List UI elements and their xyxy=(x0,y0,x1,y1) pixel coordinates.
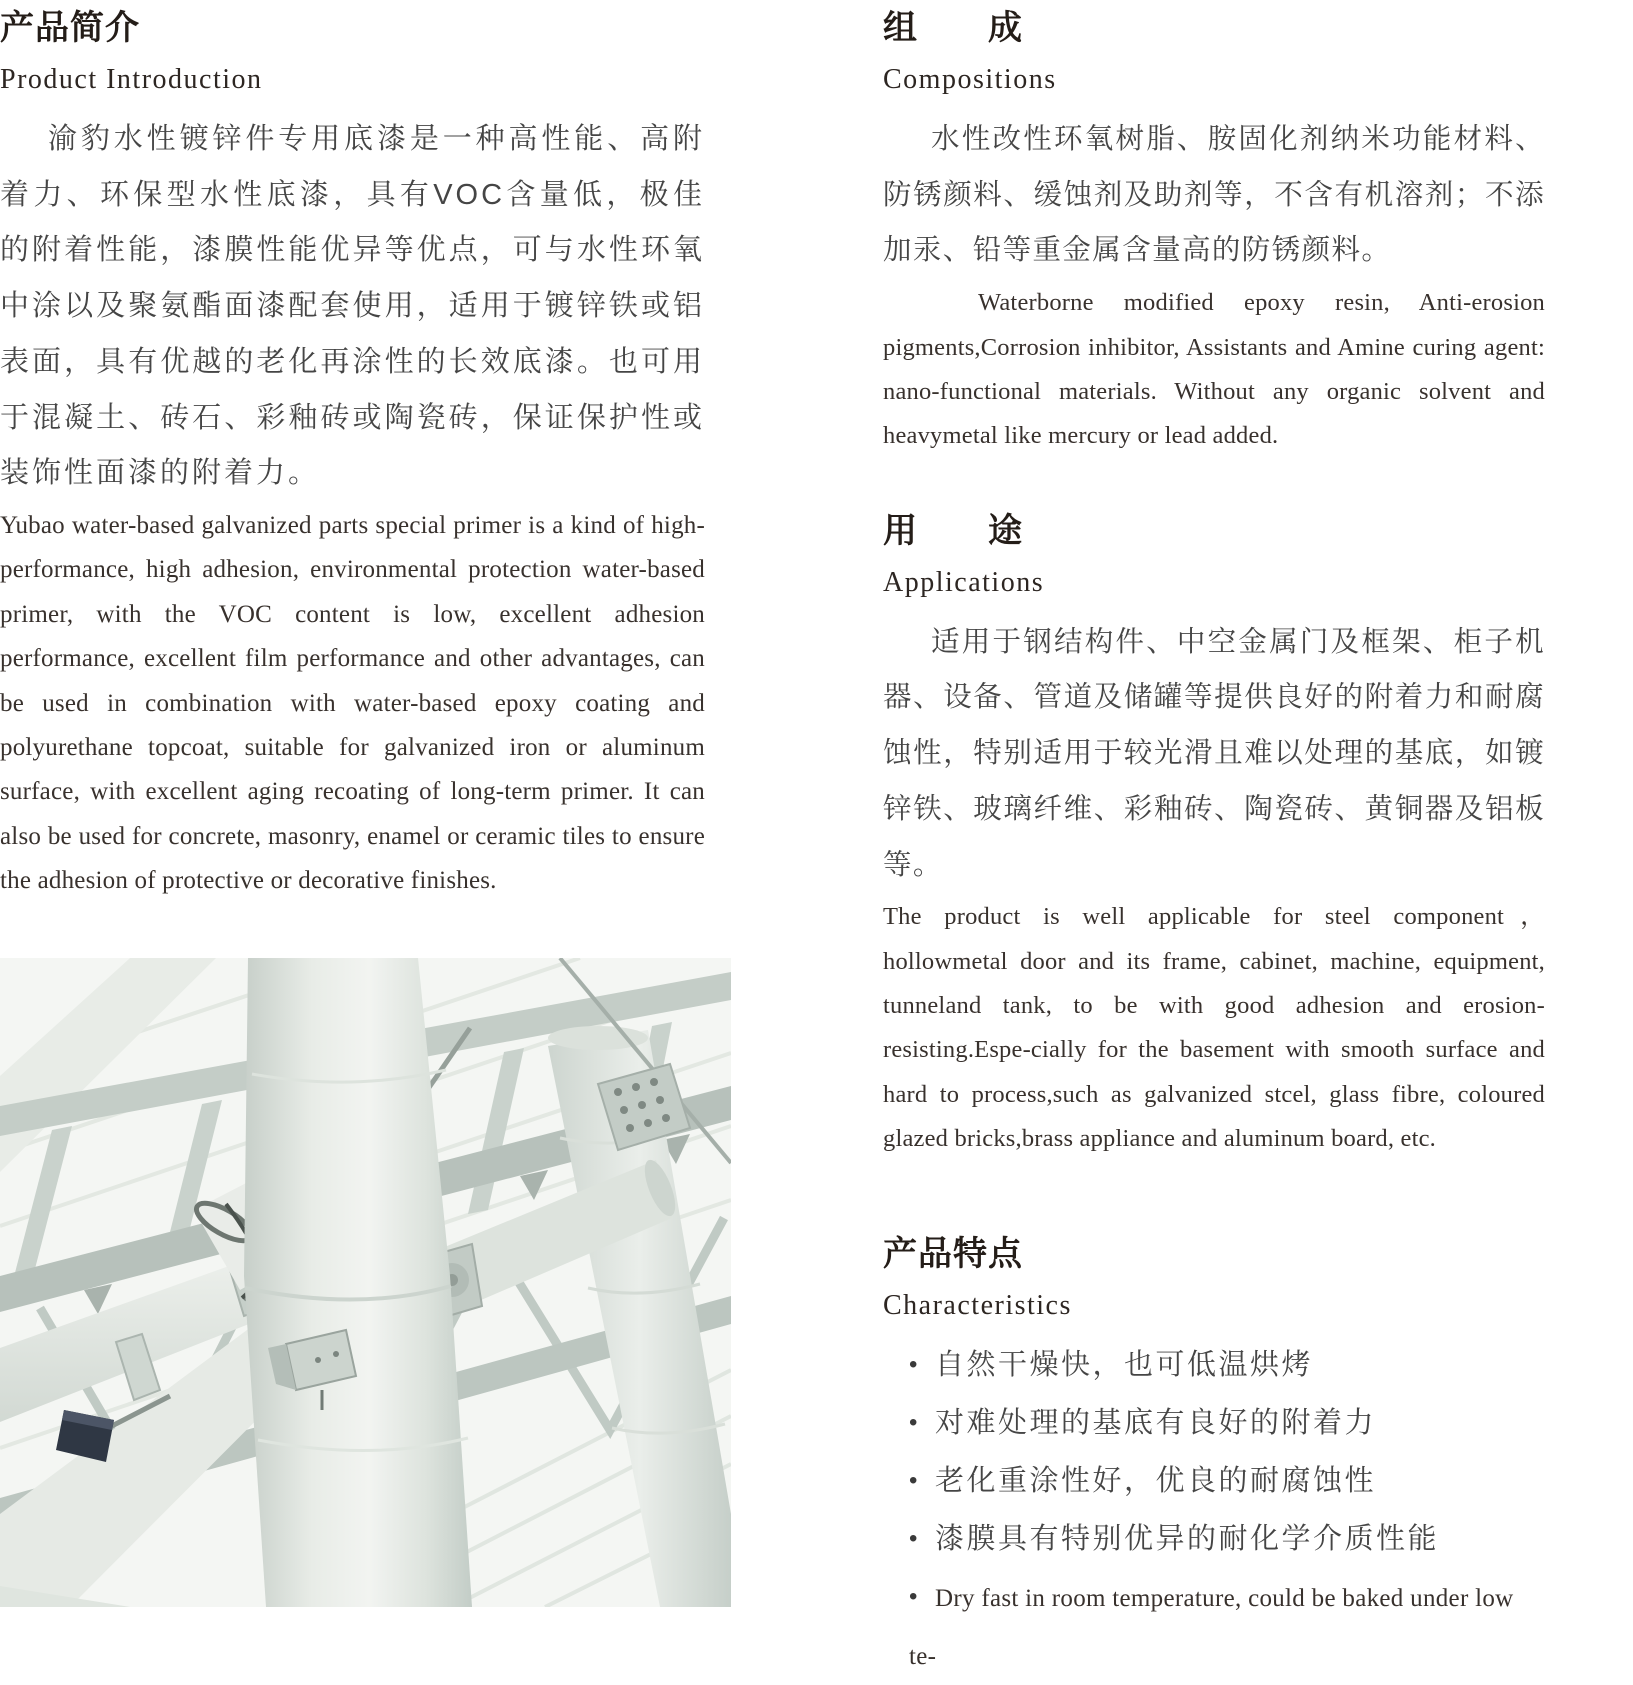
characteristic-text: 对难处理的基底有良好的附着力 xyxy=(935,1406,1377,1439)
characteristics-heading-en: Characteristics xyxy=(883,1289,1072,1321)
characteristic-item xyxy=(909,1394,1545,1452)
characteristic-item xyxy=(909,1452,1545,1510)
compositions-body-en: Waterborne modified epoxy resin, Anti-erosion pigments,Corrosion inhibitor, Assistants and Amine curing agent: nano-functional materials. Without any organic solvent and heavymetal like mercury or lead added. xyxy=(883,289,1545,450)
intro-body-zh: 渝豹水性镀锌件专用底漆是一种高性能、高附着力、环保型水性底漆，具有VOC含量低，极佳的附着性能，漆膜性能优异等优点，可与水性环氧中涂以及聚氨酯面漆配套使用，适用于镀锌铁或铝表面，具有优越的老化再涂性的长效底漆。也可用于混凝土、砖石、彩釉砖或陶瓷砖，保证保护性或装饰性面漆的附着力。 xyxy=(0,123,705,490)
intro-heading-zh: 产品简介 xyxy=(0,9,140,47)
characteristic-item xyxy=(909,1336,1545,1394)
characteristic-text: Dry fast in room temperature, could be baked under low te- xyxy=(909,1584,1514,1670)
applications-body-zh: 适用于钢结构件、中空金属门及框架、柜子机器、设备、管道及储罐等提供良好的附着力和耐腐蚀性，特别适用于较光滑且难以处理的基底，如镀锌铁、玻璃纤维、彩釉砖、陶瓷砖、黄铜器及铝板等。 xyxy=(883,625,1545,881)
right-column xyxy=(883,0,1545,1685)
characteristics-section xyxy=(883,1234,1545,1685)
applications-section xyxy=(883,511,1545,1162)
steel-structure-photo xyxy=(0,958,731,1607)
product-introduction-section xyxy=(0,0,705,904)
bullet-icon: • xyxy=(909,1408,918,1436)
characteristics-list xyxy=(883,1336,1545,1685)
applications-heading-en: Applications xyxy=(883,566,1045,598)
compositions-heading-zh: 组 成 xyxy=(883,9,1023,47)
applications-heading-zh: 用 途 xyxy=(883,511,1023,550)
characteristics-heading-zh: 产品特点 xyxy=(883,1234,1023,1273)
bullet-icon: • xyxy=(909,1582,918,1610)
steel-structure-illustration xyxy=(0,958,731,1607)
intro-heading-en: Product Introduction xyxy=(0,64,263,95)
characteristic-item xyxy=(909,1568,1545,1685)
applications-body-en: The product is well applicable for steel component， hollowmetal door and its frame, cabinet, machine, equipment, tunneland tank, to be with good adhesion and erosion-resisting.Espe-cially for the basement with smooth surface and hard to process,such as galvanized stcel, glass fibre, coloured glazed bricks,brass appliance and aluminum board, etc. xyxy=(883,903,1545,1153)
characteristic-text: 漆膜具有特别优异的耐化学介质性能 xyxy=(935,1522,1440,1555)
characteristic-text: 自然干燥快，也可低温烘烤 xyxy=(935,1348,1314,1381)
bullet-icon: • xyxy=(909,1524,918,1552)
bullet-icon: • xyxy=(909,1466,918,1494)
compositions-body-zh: 水性改性环氧树脂、胺固化剂纳米功能材料、防锈颜料、缓蚀剂及助剂等，不含有机溶剂；不添加汞、铅等重金属含量高的防锈颜料。 xyxy=(883,123,1545,267)
bullet-icon: • xyxy=(909,1350,918,1378)
compositions-heading-en: Compositions xyxy=(883,64,1057,95)
characteristic-item xyxy=(909,1510,1545,1568)
compositions-section xyxy=(883,8,1545,459)
intro-body-en: Yubao water-based galvanized parts special primer is a kind of high-performance, high adhesion, environmental protection water-based primer, with the VOC content is low, excellent adhesion performance, excellent film performance and other advantages, can be used in combination with water-based epoxy coating and polyurethane topcoat, suitable for galvanized iron or aluminum surface, with excellent aging recoating of long-term primer. It can also be used for concrete, masonry, enamel or ceramic tiles to ensure the adhesion of protective or decorative finishes. xyxy=(0,511,705,895)
characteristic-text: 老化重涂性好，优良的耐腐蚀性 xyxy=(935,1464,1377,1497)
